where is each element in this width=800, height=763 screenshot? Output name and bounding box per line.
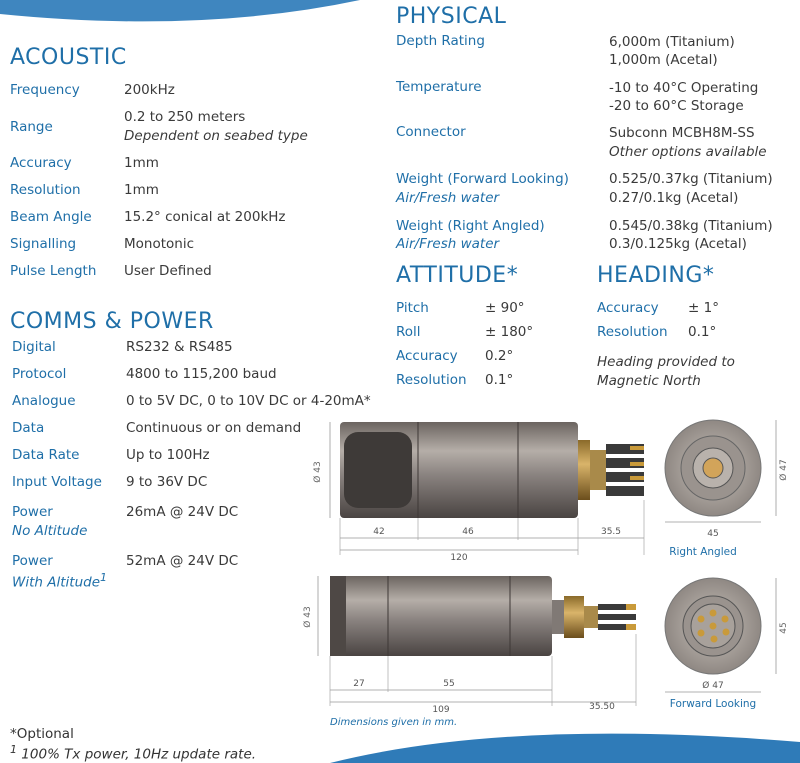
top-end-dia: Ø 47: [779, 459, 789, 481]
physical-value-weight-fl-2: 0.27/0.1kg (Acetal): [609, 190, 739, 206]
comms-sublabel-no-alt: No Altitude: [12, 523, 88, 539]
top-wave: [0, 0, 360, 24]
attitude-title: ATTITUDE*: [396, 263, 519, 288]
physical-label-weight-fl: Weight (Forward Looking): [396, 171, 569, 187]
physical-sublabel-weight-fl: Air/Fresh water: [396, 190, 500, 206]
right-angled-side-view: [312, 422, 644, 563]
physical-label-weight-ra: Weight (Right Angled): [396, 218, 545, 234]
attitude-label-resolution: Resolution: [396, 372, 467, 388]
acoustic-value-range: 0.2 to 250 meters: [124, 109, 246, 125]
acoustic-value-accuracy: 1mm: [124, 155, 159, 171]
physical-value-weight-ra-2: 0.3/0.125kg (Acetal): [609, 236, 747, 252]
top-dim-conn: 35.5: [600, 527, 622, 537]
comms-label-analogue: Analogue: [12, 393, 76, 409]
comms-label-data-rate: Data Rate: [12, 447, 80, 463]
comms-value-data-rate: Up to 100Hz: [126, 447, 210, 463]
top-end-w: 45: [707, 529, 719, 539]
heading-value-accuracy: ± 1°: [688, 300, 719, 316]
acoustic-label-accuracy: Accuracy: [10, 155, 72, 171]
acoustic-value-beam-angle: 15.2° conical at 200kHz: [124, 209, 286, 225]
physical-title: PHYSICAL: [396, 4, 507, 29]
attitude-label-roll: Roll: [396, 324, 421, 340]
top-dim-1: 42: [373, 527, 385, 537]
physical-value-depth: 6,000m (Titanium): [609, 34, 735, 50]
comms-title: COMMS & POWER: [10, 309, 214, 334]
physical-value-depth-2: 1,000m (Acetal): [609, 52, 718, 68]
acoustic-label-frequency: Frequency: [10, 82, 80, 98]
physical-label-temperature: Temperature: [396, 79, 482, 95]
physical-value-connector-2: Other options available: [609, 144, 767, 160]
acoustic-label-signalling: Signalling: [10, 236, 77, 252]
acoustic-label-resolution: Resolution: [10, 182, 81, 198]
comms-value-protocol: 4800 to 115,200 baud: [126, 366, 277, 382]
footnote-1-marker: 1: [10, 743, 17, 756]
physical-value-connector: Subconn MCBH8M-SS: [609, 125, 755, 141]
comms-label-data: Data: [12, 420, 45, 436]
heading-value-resolution: 0.1°: [688, 324, 717, 340]
attitude-value-accuracy: 0.2°: [485, 348, 514, 364]
physical-value-temperature-2: -20 to 60°C Storage: [609, 98, 744, 114]
top-dim-dia: Ø 43: [313, 461, 323, 483]
comms-label-protocol: Protocol: [12, 366, 67, 382]
right-angled-end-view: [665, 420, 789, 558]
footnote-optional: *Optional: [10, 726, 74, 742]
bottom-wave: [330, 728, 800, 763]
acoustic-value-range-note: Dependent on seabed type: [124, 128, 308, 144]
footnote-ref-1: 1: [100, 571, 107, 584]
right-angled-caption: Right Angled: [669, 546, 737, 558]
acoustic-title: ACOUSTIC: [10, 45, 127, 70]
bottom-dim-1: 27: [353, 679, 365, 689]
acoustic-label-pulse-length: Pulse Length: [10, 263, 97, 279]
comms-label-input-voltage: Input Voltage: [12, 474, 102, 490]
heading-note-2: Magnetic North: [597, 373, 701, 389]
forward-looking-caption: Forward Looking: [669, 698, 757, 710]
bottom-end-dia: Ø 47: [702, 681, 724, 691]
top-dim-2: 46: [462, 527, 474, 537]
comms-label-power-with-alt: Power: [12, 553, 53, 569]
bottom-dim-dia: Ø 43: [303, 606, 313, 628]
forward-looking-end-view: [665, 578, 789, 710]
forward-looking-side-view: [302, 576, 636, 715]
acoustic-value-resolution: 1mm: [124, 182, 159, 198]
bottom-dim-2: 55: [443, 679, 455, 689]
comms-label-power-no-alt: Power: [12, 504, 53, 520]
comms-value-digital: RS232 & RS485: [126, 339, 233, 355]
physical-value-weight-ra: 0.545/0.38kg (Titanium): [609, 218, 773, 234]
comms-value-input-voltage: 9 to 36V DC: [126, 474, 208, 490]
bottom-dim-conn: 35.50: [589, 702, 615, 712]
attitude-label-accuracy: Accuracy: [396, 348, 458, 364]
acoustic-value-frequency: 200kHz: [124, 82, 175, 98]
acoustic-value-pulse-length: User Defined: [124, 263, 212, 279]
acoustic-label-range: Range: [10, 119, 53, 135]
comms-value-power-with-alt: 52mA @ 24V DC: [126, 553, 239, 569]
bottom-dim-total: 109: [432, 705, 450, 715]
physical-label-connector: Connector: [396, 124, 466, 140]
acoustic-label-beam-angle: Beam Angle: [10, 209, 92, 225]
attitude-label-pitch: Pitch: [396, 300, 429, 316]
acoustic-value-signalling: Monotonic: [124, 236, 195, 252]
attitude-value-roll: ± 180°: [485, 324, 534, 340]
heading-label-resolution: Resolution: [597, 324, 668, 340]
comms-value-analogue: 0 to 5V DC, 0 to 10V DC or 4-20mA*: [126, 393, 371, 409]
dimensions-note: Dimensions given in mm.: [330, 717, 458, 728]
footnote-1: $^1$ 100% Tx power, 10Hz update rate.: [10, 743, 257, 763]
comms-value-power-no-alt: 26mA @ 24V DC: [126, 504, 239, 520]
technical-drawings: [300, 410, 800, 730]
heading-title: HEADING*: [597, 263, 715, 288]
physical-label-depth: Depth Rating: [396, 33, 485, 49]
attitude-value-pitch: ± 90°: [485, 300, 525, 316]
physical-sublabel-weight-ra: Air/Fresh water: [396, 236, 500, 252]
bottom-end-h: 45: [779, 622, 789, 634]
attitude-value-resolution: 0.1°: [485, 372, 514, 388]
heading-note-1: Heading provided to: [597, 354, 735, 370]
comms-label-digital: Digital: [12, 339, 56, 355]
comms-value-data: Continuous or on demand: [126, 420, 302, 436]
physical-value-weight-fl: 0.525/0.37kg (Titanium): [609, 171, 773, 187]
comms-sublabel-with-alt: With Altitude$^1$: [12, 571, 107, 591]
top-dim-total: 120: [450, 553, 468, 563]
physical-value-temperature: -10 to 40°C Operating: [609, 80, 759, 96]
heading-label-accuracy: Accuracy: [597, 300, 659, 316]
